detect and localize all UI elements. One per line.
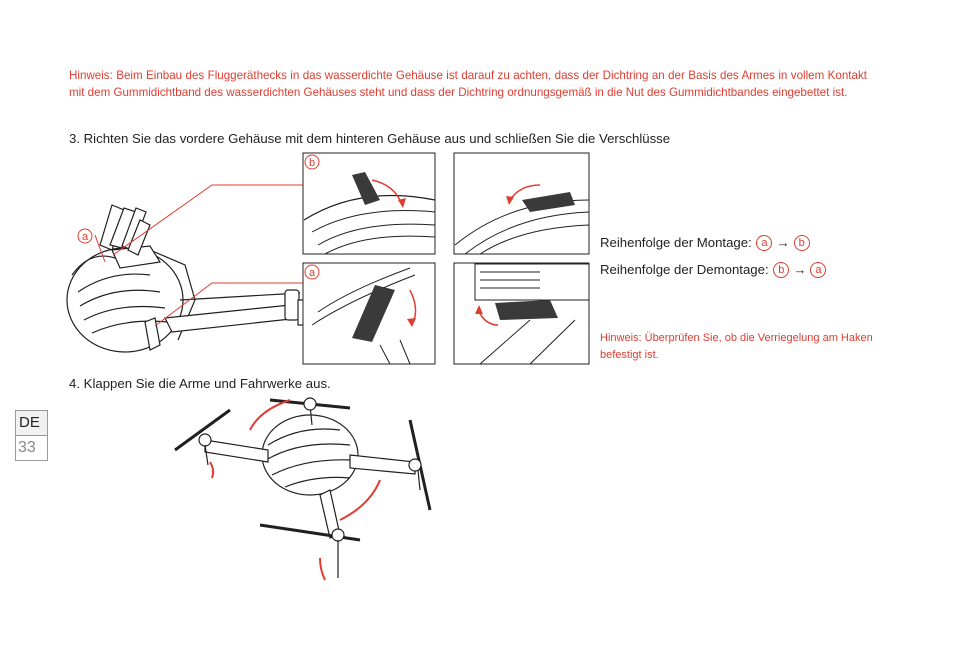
step-3-instruction: 3. Richten Sie das vordere Gehäuse mit dem hinteren Gehäuse aus und schließen Sie die Verschlüsse [69,131,671,146]
note-latch-check: Hinweis: Überprüfen Sie, ob die Verriegelung am Haken befestigt ist. [600,332,873,361]
svg-text:b: b [308,157,316,169]
unmount-sequence-label: Reihenfolge der Demontage: [600,262,769,277]
mount-sequence [600,235,811,251]
label-a-badge: a [810,262,826,278]
detail-box-latch-releasing [454,263,589,364]
detail-box-b-latch-closing [303,153,435,254]
note-waterproof-seal: Hinweis: Beim Einbau des Fluggeräthecks in das wasserdichte Gehäuse ist darauf zu achten, dass der Dichtring an der Basis des Armes in vollem Kontakt mit dem Gummidichtband des wasserdichten Gehäuses steht und dass der Dichtring ordnungsgemäß in die Nut des Gummidichtbandes eingebettet ist. [69,69,867,99]
arrow-right-icon: → [793,262,807,277]
unmount-sequence [600,262,827,278]
mount-sequence-label: Reihenfolge der Montage: [600,235,752,250]
arrow-right-icon: → [776,235,790,250]
label-a-callout [78,229,92,243]
svg-text:a: a [81,231,89,243]
label-b-badge: b [794,235,810,251]
label-b-badge: b [773,262,789,278]
step-4-instruction: 4. Klappen Sie die Arme und Fahrwerke aus. [69,376,331,391]
detail-box-latch-closed [454,153,589,254]
drone-arms-unfolded-illustration [175,398,430,578]
label-a-badge: a [756,235,772,251]
page-number: 33 [15,435,48,461]
svg-text:a: a [308,267,316,279]
detail-box-a-latch-engaging [303,263,435,364]
page-marker [15,410,48,460]
language-label: DE [19,414,40,431]
drone-housing-illustration [67,205,306,352]
language-tab [15,410,48,435]
